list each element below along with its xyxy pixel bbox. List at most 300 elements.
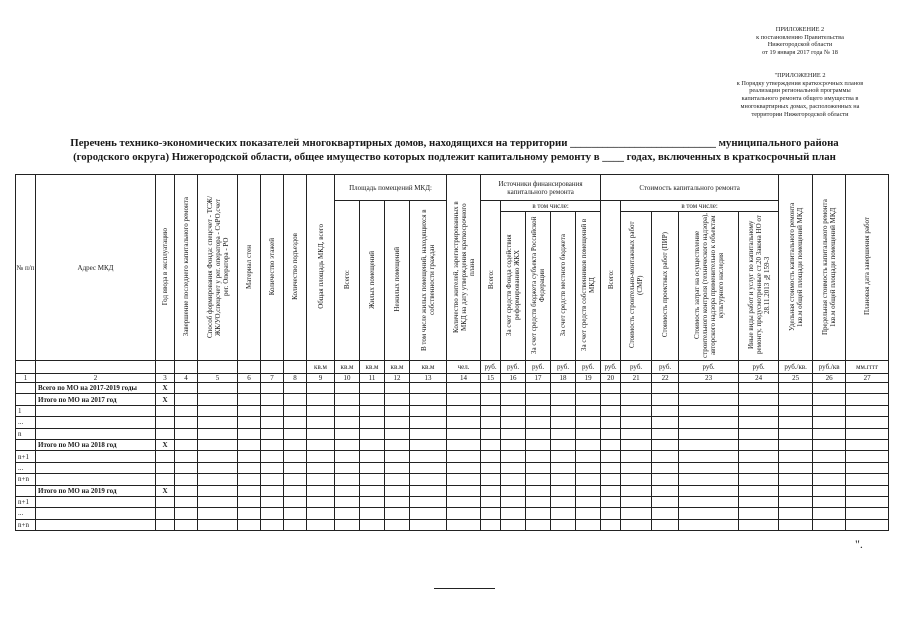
row-number-cell: n+n [16,474,36,485]
data-cell [447,451,481,462]
column-number-cell: 22 [652,374,679,383]
unit-cell: кв.м [335,361,360,374]
data-cell [175,383,198,394]
col-floors-header [261,175,284,361]
cost-group-label: Стоимость капитального ремонта [639,183,740,192]
data-cell [652,451,679,462]
data-cell [360,474,385,485]
data-cell [410,383,447,394]
data-cell [652,417,679,428]
data-cell [813,462,846,473]
appendix-header-line: к постановлению Правительства [756,33,844,41]
data-cell [261,451,284,462]
unit-cell: руб. [679,361,739,374]
data-cell [679,462,739,473]
data-cell [261,496,284,507]
col-unit-cost-label: Удельная стоимость капитального ремонта 1кв.м общей площади помещений МКД [787,202,804,331]
data-cell [779,474,813,485]
col-residential-area-label: Жилых помещений [368,250,376,309]
data-cell [261,508,284,519]
data-cell [526,417,551,428]
column-number-cell: 23 [679,374,739,383]
data-cell [813,394,846,405]
row-number-cell: ... [16,462,36,473]
column-number-cell: 13 [410,374,447,383]
data-cell [551,485,576,496]
data-cell [551,496,576,507]
data-cell [526,519,551,530]
col-construction-cost-label: Стоимость строительно-монтажных работ (СМР) [628,221,645,349]
col-wall-material-label: Материал стен [245,244,253,289]
col-fund-assistance-header [501,212,526,361]
col-supervision-cost-label: Стоимость затрат на осуществление строительного контроля (технического надзора), авторского надзора применительно к объектам культурного наследия [692,212,725,358]
area-group-label: Площадь помещений МКД: [349,183,432,192]
data-cell [307,519,335,530]
data-cell [410,485,447,496]
data-cell [739,451,779,462]
data-cell [198,485,238,496]
data-cell [385,439,410,450]
data-cell [779,496,813,507]
data-cell [238,451,261,462]
column-number-cell: 15 [481,374,501,383]
column-number-cell: 19 [576,374,601,383]
year-built-cell [156,428,175,439]
data-cell [238,439,261,450]
col-funding-total-label: Всего: [486,269,495,290]
unit-cell: кв.м [410,361,447,374]
table-row [16,451,889,462]
col-cost-total-header [601,201,621,361]
data-cell [360,496,385,507]
column-number-cell: 2 [36,374,156,383]
data-cell [385,405,410,416]
data-cell [846,519,889,530]
data-cell [284,439,307,450]
data-cell [652,383,679,394]
data-cell [779,383,813,394]
data-cell [652,439,679,450]
data-cell [261,428,284,439]
total-row [16,485,889,496]
data-cell [551,417,576,428]
unit-cell: руб. [621,361,652,374]
data-cell [284,508,307,519]
data-cell [526,508,551,519]
column-number-cell: 11 [360,374,385,383]
col-max-unit-cost-header [813,175,846,361]
data-cell [779,405,813,416]
total-row [16,383,889,394]
data-cell [335,508,360,519]
address-cell: Всего по МО на 2017-2019 годы [36,383,156,394]
data-cell [576,496,601,507]
data-cell [551,439,576,450]
address-cell [36,496,156,507]
col-residential-area-header [360,201,385,361]
year-built-cell [156,462,175,473]
data-cell [447,439,481,450]
data-cell [385,417,410,428]
data-cell [601,439,621,450]
row-number-cell: n+n [16,519,36,530]
data-cell [526,405,551,416]
row-number-cell [16,485,36,496]
data-cell [813,417,846,428]
data-cell [284,451,307,462]
data-cell [679,474,739,485]
area-group-header [335,175,447,201]
data-cell [385,394,410,405]
data-cell [261,462,284,473]
unit-cell: кв.м [385,361,410,374]
data-cell [284,496,307,507]
col-number-header [16,175,36,361]
data-cell [601,394,621,405]
data-cell [175,485,198,496]
data-cell [284,383,307,394]
data-cell [621,519,652,530]
data-cell [198,508,238,519]
data-cell [385,485,410,496]
col-regional-budget-label: За счет средств бюджета субъекта Российской Федерации [530,216,547,354]
data-cell [739,508,779,519]
year-built-cell: X [156,485,175,496]
col-address-label: Адрес МКД [77,263,114,272]
data-cell [238,428,261,439]
table-row [16,519,889,530]
data-cell [238,417,261,428]
unit-cell: руб. [551,361,576,374]
data-cell [739,383,779,394]
data-cell [779,394,813,405]
data-cell [846,451,889,462]
data-cell [526,439,551,450]
row-number-cell: ... [16,508,36,519]
data-cell [385,428,410,439]
data-cell [360,405,385,416]
year-built-cell [156,417,175,428]
data-cell [526,394,551,405]
data-cell [779,428,813,439]
column-number-cell: 8 [284,374,307,383]
address-cell: Итого по МО на 2017 год [36,394,156,405]
data-cell [175,405,198,416]
unit-cell: руб./кв. [779,361,813,374]
col-local-budget-label: За счет средств местного бюджета [559,233,568,337]
total-row [16,439,889,450]
data-cell [576,508,601,519]
procedure-appendix-header [700,72,900,118]
title-line: (городского округа) Нижегородской области, общее имущество которых подлежит капитальному ремонту в ____ годах, включенных в краткосрочный план [73,151,836,163]
column-number-cell: 7 [261,374,284,383]
data-cell [307,428,335,439]
row-number-cell [16,394,36,405]
data-cell [307,462,335,473]
data-cell [576,405,601,416]
data-cell [481,394,501,405]
data-cell [410,417,447,428]
data-cell [410,474,447,485]
data-cell [198,439,238,450]
col-unit-cost-header [779,175,813,361]
data-cell [846,496,889,507]
data-cell [652,508,679,519]
data-cell [198,519,238,530]
data-cell [284,417,307,428]
data-cell [175,439,198,450]
data-cell [846,394,889,405]
data-cell [846,474,889,485]
funding-group-label: Источники финансирования капитального ремонта [498,179,583,196]
data-cell [261,439,284,450]
unit-cell: руб. [481,361,501,374]
year-built-cell [156,474,175,485]
data-cell [360,508,385,519]
units-row [16,361,889,374]
data-cell [501,485,526,496]
appendix-header-line: ПРИЛОЖЕНИЕ 2 [775,26,825,33]
data-cell [410,439,447,450]
data-cell [238,519,261,530]
data-cell [601,428,621,439]
data-cell [652,462,679,473]
address-cell [36,508,156,519]
data-cell [652,519,679,530]
footer-divider [434,588,495,589]
data-cell [175,508,198,519]
data-cell [739,519,779,530]
unit-cell [284,361,307,374]
table-row [16,417,889,428]
data-cell [335,405,360,416]
col-entrances-label: Количество подъездов [291,233,299,300]
data-cell [601,508,621,519]
col-supervision-cost-header [679,212,739,361]
data-cell [198,383,238,394]
data-cell [261,383,284,394]
data-cell [261,474,284,485]
data-cell [447,428,481,439]
unit-cell: руб. [652,361,679,374]
col-construction-cost-header [621,212,652,361]
data-cell [284,462,307,473]
closing-quote: ". [855,537,863,551]
data-cell [679,451,739,462]
data-cell [360,462,385,473]
data-cell [238,383,261,394]
col-fund-method-label: Способ формирования Фонда: спецсчет - ТСЖ/ЖК/УО,спецсчет у рег. оператора - СчРО,счет рег. Оператора - РО [205,195,230,338]
procedure-header-line: к Порядку утверждения краткосрочных планов [736,79,864,87]
column-number-cell: 9 [307,374,335,383]
column-number-cell: 20 [601,374,621,383]
address-cell [36,519,156,530]
col-owners-funds-header [576,212,601,361]
data-cell [621,428,652,439]
data-cell [501,428,526,439]
data-cell [447,474,481,485]
data-cell [551,508,576,519]
data-cell [335,519,360,530]
data-cell [238,474,261,485]
data-cell [175,496,198,507]
column-number-cell: 1 [16,374,36,383]
data-cell [501,405,526,416]
data-cell [307,383,335,394]
data-cell [335,428,360,439]
data-cell [307,474,335,485]
data-cell [284,428,307,439]
data-cell [813,508,846,519]
data-cell [846,428,889,439]
data-cell [284,519,307,530]
year-built-cell [156,519,175,530]
data-cell [652,405,679,416]
data-cell [739,496,779,507]
data-cell [261,519,284,530]
year-built-cell: X [156,394,175,405]
data-cell [621,451,652,462]
data-cell [481,474,501,485]
address-cell [36,405,156,416]
data-cell [501,519,526,530]
data-cell [813,439,846,450]
data-cell [335,439,360,450]
data-cell [360,428,385,439]
col-last-repair-header [175,175,198,361]
data-cell [481,462,501,473]
data-cell [175,417,198,428]
col-owners-funds-label: За счет средств собственников помещений в МКД [580,218,597,352]
data-cell [779,519,813,530]
data-cell [679,485,739,496]
data-cell [576,417,601,428]
data-cell [335,394,360,405]
data-cell [652,474,679,485]
data-cell [501,439,526,450]
data-cell [679,428,739,439]
data-cell [360,383,385,394]
data-cell [846,417,889,428]
data-cell [385,474,410,485]
data-cell [238,496,261,507]
data-cell [551,383,576,394]
data-cell [447,394,481,405]
data-cell [447,417,481,428]
data-cell [385,508,410,519]
procedure-header-line: многоквартирных домах, расположенных на [740,102,860,110]
data-cell [307,508,335,519]
data-cell [526,462,551,473]
data-cell [238,485,261,496]
column-number-cell: 25 [779,374,813,383]
col-residents-header [447,175,481,361]
data-cell [261,394,284,405]
data-cell [601,519,621,530]
table-row [16,496,889,507]
data-cell [739,439,779,450]
data-cell [501,496,526,507]
unit-cell [16,361,36,374]
data-cell [846,383,889,394]
data-cell [261,405,284,416]
title-line: Перечень технико-экономических показателей многоквартирных домов, находящихся на территории ___________________________ муниципального района [70,137,839,149]
column-number-cell: 6 [238,374,261,383]
data-cell [846,405,889,416]
data-cell [813,496,846,507]
data-cell [621,383,652,394]
data-cell [284,394,307,405]
data-cell [447,485,481,496]
document-title [12,136,897,164]
data-cell [621,462,652,473]
data-cell [284,405,307,416]
data-cell [335,462,360,473]
col-citizen-owned-area-header [410,201,447,361]
col-fund-assistance-label: За счет средств Фонда содействия реформированию ЖКХ [505,234,522,336]
data-cell [526,383,551,394]
data-cell [601,485,621,496]
data-cell [576,394,601,405]
column-number-cell: 24 [739,374,779,383]
data-cell [846,485,889,496]
year-built-cell [156,496,175,507]
col-wall-material-header [238,175,261,361]
table-row [16,474,889,485]
funding-group-header [481,175,601,201]
col-nonresidential-area-header [385,201,410,361]
data-cell [551,394,576,405]
data-cell [238,405,261,416]
data-cell [621,508,652,519]
data-cell [813,485,846,496]
col-other-works-label: Иные виды работ и услуг по капитальному ремонту, предусмотренные ст.20 Закона НО от 28.11.2013 №159-З [746,215,771,355]
year-built-cell: X [156,383,175,394]
data-cell [410,428,447,439]
data-cell [198,428,238,439]
data-cell [621,474,652,485]
col-cost-total-label: Всего: [606,269,615,290]
data-cell [652,428,679,439]
column-numbers-row [16,374,889,383]
cost-including-header [621,201,779,212]
address-cell: Итого по МО на 2018 год [36,439,156,450]
col-other-works-header [739,212,779,361]
data-cell [261,417,284,428]
data-cell [385,519,410,530]
col-max-unit-cost-label: Предельная стоимость капитального ремонта 1кв.м общей площади помещений МКД [821,198,838,335]
data-cell [447,462,481,473]
data-cell [601,474,621,485]
data-cell [175,428,198,439]
data-cell [385,383,410,394]
col-planned-date-label: Плановая дата завершения работ [863,217,872,316]
data-cell [335,485,360,496]
data-cell [385,496,410,507]
data-cell [551,428,576,439]
data-cell [501,508,526,519]
data-cell [481,508,501,519]
address-cell [36,451,156,462]
col-floors-label: Количество этажей [268,237,276,296]
data-cell [307,394,335,405]
funding-including-label: в том числе: [532,202,569,210]
row-number-cell: n+1 [16,496,36,507]
data-cell [601,496,621,507]
unit-cell: руб./кв [813,361,846,374]
data-cell [813,383,846,394]
data-cell [360,485,385,496]
